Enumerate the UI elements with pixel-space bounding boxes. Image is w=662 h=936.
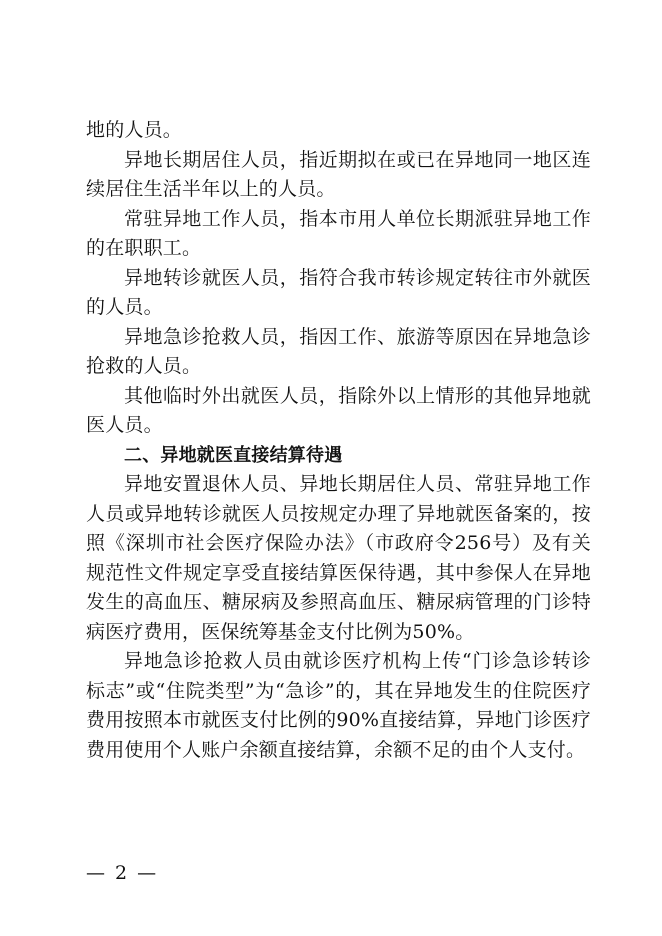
paragraph-emergency-patients: 异地急诊抢救人员，指因工作、旅游等原因在异地急诊抢救的人员。 <box>86 325 591 377</box>
paragraph-long-term-residents: 异地长期居住人员，指近期拟在或已在异地同一地区连续居住生活半年以上的人员。 <box>86 148 591 200</box>
section-heading: 二、异地就医直接结算待遇 <box>124 444 343 466</box>
paragraph-settlement-benefits: 异地安置退休人员、异地长期居住人员、常驻异地工作人员或异地转诊就医人员按规定办理了异地就医备案的，按照《深圳市社会医疗保险办法》（市政府令256号）及有关规范性文件规定享受直接结算医保待遇，其中参保人在异地发生的高血压、糖尿病及参照高血压、糖尿病管理的门诊特病医疗费用，医保统筹基金支付比例为50%。 <box>86 473 591 643</box>
paragraph-stationed-workers: 常驻异地工作人员，指本市用人单位长期派驻异地工作的在职职工。 <box>86 207 591 259</box>
paragraph-continuation: 地的人员。 <box>86 119 183 141</box>
paragraph-referral-patients: 异地转诊就医人员，指符合我市转诊规定转往市外就医的人员。 <box>86 266 591 318</box>
page-number: — 2 — <box>86 862 159 884</box>
paragraph-emergency-settlement: 异地急诊抢救人员由就诊医疗机构上传“门诊急诊转诊标志”或“住院类型”为“急诊”的，其在异地发生的住院医疗费用按照本市就医支付比例的90%直接结算，异地门诊医疗费用使用个人账户余额直接结算，余额不足的由个人支付。 <box>86 650 591 761</box>
paragraph-other-temporary: 其他临时外出就医人员，指除外以上情形的其他异地就医人员。 <box>86 384 591 436</box>
document-body <box>86 116 591 765</box>
